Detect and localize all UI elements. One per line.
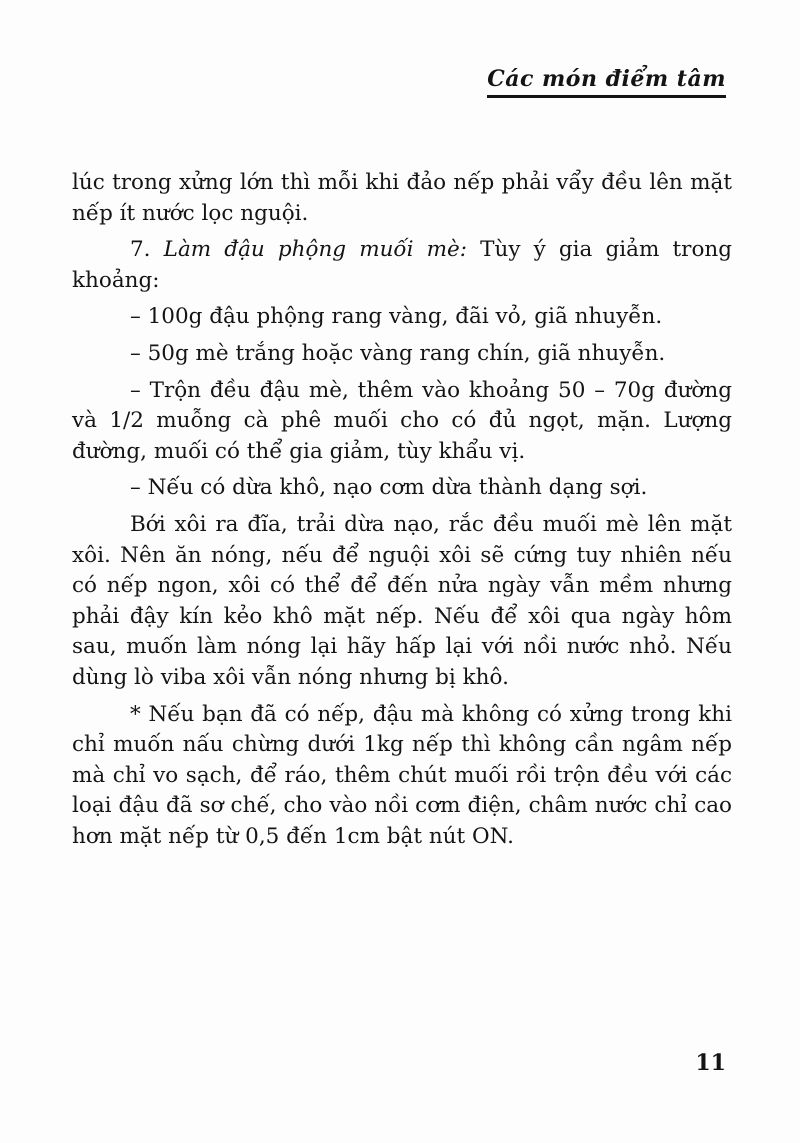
list-item-peanuts: – 100g đậu phộng rang vàng, đãi vỏ, giã nhuyễn. [130, 304, 663, 330]
paragraph-serving: Bới xôi ra đĩa, trải dừa nạo, rắc đều muối mè lên mặt xôi. Nên ăn nóng, nếu để nguội xôi sẽ cứng tuy nhiên nếu có nếp ngon, xôi có thể để đến nửa ngày vẫn mềm nhưng phải đậy kín kẻo khô mặt nếp. Nếu để xôi qua ngày hôm sau, muốn làm nóng lại hãy hấp lại với nồi nước nhỏ. Nếu dùng lò viba xôi vẫn nóng nhưng bị khô. [72, 511, 732, 690]
step-number: 7. [130, 237, 164, 263]
list-item-mix: – Trộn đều đậu mè, thêm vào khoảng 50 – 70g đường và 1/2 muỗng cà phê muối cho có đủ ngọt, mặn. Lượng đường, muối có thể gia giảm, tùy khẩu vị. [72, 377, 732, 464]
step-title: Làm đậu phộng muối mè: [163, 237, 467, 263]
body-text [72, 168, 732, 858]
list-item-coconut: – Nếu có dừa khô, nạo cơm dừa thành dạng sợi. [130, 475, 648, 501]
paragraph-step-7 [72, 235, 732, 296]
list-item-sesame: – 50g mè trắng hoặc vàng rang chín, giã nhuyễn. [130, 340, 666, 366]
running-header: Các món điểm tâm [487, 66, 726, 98]
paragraph-continuation: lúc trong xửng lớn thì mỗi khi đảo nếp phải vẩy đều lên mặt nếp ít nước lọc nguội. [72, 170, 732, 226]
page-number: 11 [695, 1050, 726, 1076]
paragraph-note: * Nếu bạn đã có nếp, đậu mà không có xửng trong khi chỉ muốn nấu chừng dưới 1kg nếp thì không cần ngâm nếp mà chỉ vo sạch, để ráo, thêm chút muối rồi trộn đều với các loại đậu đã sơ chế, cho vào nồi cơm điện, châm nước chỉ cao hơn mặt nếp từ 0,5 đến 1cm bật nút ON. [72, 701, 732, 849]
step-text: Tùy ý gia giảm trong khoảng: [72, 237, 732, 293]
